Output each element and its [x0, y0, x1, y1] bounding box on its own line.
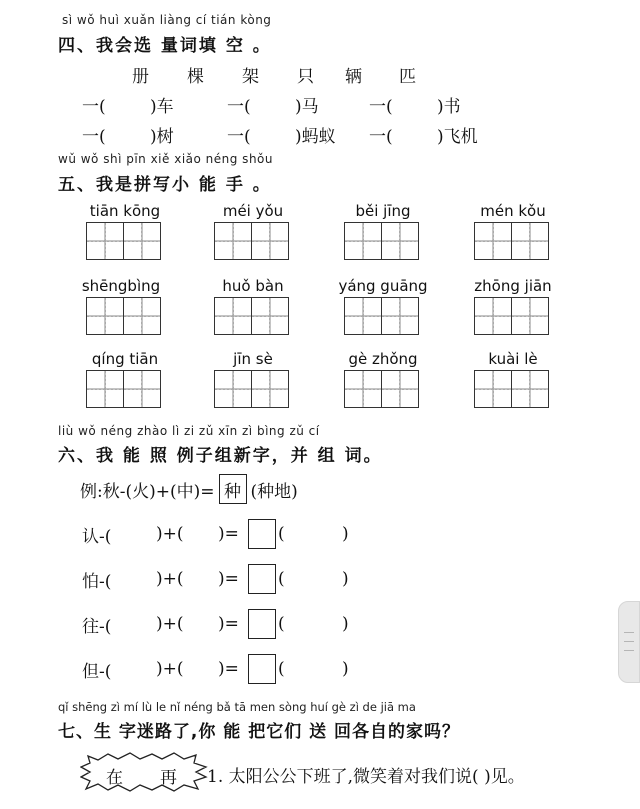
- pinyin-word: tiān kōng: [89, 202, 161, 220]
- pinyin-word: yáng guāng: [338, 277, 428, 295]
- section7-heading: 七、生 字迷路了,你 能 把它们 送 回各自的家吗？: [58, 722, 461, 742]
- tianzige-cell[interactable]: [511, 297, 549, 335]
- measure-word: 辆: [345, 67, 362, 87]
- tianzige-cell[interactable]: [381, 370, 419, 408]
- section5-pinyin: wǔ wǒ shì pīn xiě xiǎo néng shǒu: [58, 152, 273, 166]
- measure-word: 册: [132, 67, 149, 87]
- blank-suffix: )车: [150, 97, 174, 117]
- compose-row: [82, 654, 349, 684]
- tianzige-pair[interactable]: [474, 370, 549, 408]
- example-prefix: 例:秋-(火)+(中)=: [80, 481, 215, 502]
- example-row: [80, 474, 298, 504]
- compose-char: 但-(: [82, 661, 112, 682]
- tianzige-pair[interactable]: [344, 297, 419, 335]
- pinyin-word: méi yǒu: [222, 202, 284, 220]
- compose-plus: )+(: [156, 614, 184, 634]
- compose-eq: )=: [218, 659, 239, 679]
- burst-shape: [80, 752, 208, 792]
- tianzige-cell[interactable]: [86, 297, 124, 335]
- tianzige-cell[interactable]: [474, 297, 512, 335]
- tianzige-pair[interactable]: [214, 222, 289, 260]
- compose-eq: )=: [218, 569, 239, 589]
- measure-word: 只: [297, 67, 314, 87]
- blank-prefix: 一(: [227, 97, 251, 117]
- word-close: ): [342, 524, 349, 544]
- tianzige-pair[interactable]: [474, 222, 549, 260]
- word-open: (: [278, 659, 285, 679]
- blank-prefix: 一(: [369, 127, 393, 147]
- pinyin-word: huǒ bàn: [222, 277, 284, 295]
- pinyin-word: shēngbìng: [81, 277, 161, 295]
- pinyin-word: mén kǒu: [480, 202, 546, 220]
- compose-plus: )+(: [156, 659, 184, 679]
- tianzige-cell[interactable]: [214, 222, 252, 260]
- tianzige-cell[interactable]: [251, 370, 289, 408]
- tianzige-cell[interactable]: [344, 297, 382, 335]
- word-open: (: [278, 569, 285, 589]
- compose-eq: )=: [218, 524, 239, 544]
- compose-char: 认-(: [82, 526, 112, 547]
- measure-row: [82, 122, 509, 147]
- pinyin-word: běi jīng: [355, 202, 411, 220]
- pinyin-word: qíng tiān: [91, 350, 159, 368]
- tianzige-cell[interactable]: [251, 222, 289, 260]
- example-suffix: (种地): [250, 481, 298, 502]
- compose-plus: )+(: [156, 524, 184, 544]
- tianzige-cell[interactable]: [251, 297, 289, 335]
- answer-box[interactable]: [248, 519, 276, 549]
- blank-prefix: 一(: [82, 97, 106, 117]
- word-close: ): [342, 659, 349, 679]
- tianzige-cell[interactable]: [511, 370, 549, 408]
- compose-row: [82, 609, 349, 639]
- question-1: 1. 太阳公公下班了,微笑着对我们说( )见。: [207, 767, 525, 787]
- blank-prefix: 一(: [82, 127, 106, 147]
- tianzige-cell[interactable]: [344, 222, 382, 260]
- tianzige-cell[interactable]: [123, 297, 161, 335]
- blank-suffix: )书: [437, 97, 461, 117]
- compose-row: [82, 564, 349, 594]
- section4-pinyin: sì wǒ huì xuǎn liàng cí tián kòng: [62, 13, 272, 27]
- tianzige-cell[interactable]: [344, 370, 382, 408]
- pinyin-word: gè zhǒng: [348, 350, 418, 368]
- measure-word: 棵: [187, 67, 204, 87]
- pinyin-word: zhōng jiān: [474, 277, 552, 295]
- tianzige-cell[interactable]: [474, 370, 512, 408]
- tianzige-pair[interactable]: [344, 370, 419, 408]
- compose-char: 怕-(: [82, 571, 112, 592]
- blank-prefix: 一(: [369, 97, 393, 117]
- tianzige-pair[interactable]: [86, 370, 161, 408]
- compose-plus: )+(: [156, 569, 184, 589]
- measure-word: 架: [242, 67, 259, 87]
- tianzige-cell[interactable]: [511, 222, 549, 260]
- blank-suffix: )树: [150, 127, 174, 147]
- word-burst: [80, 752, 208, 792]
- section6-pinyin: liù wǒ néng zhào lì zi zǔ xīn zì bìng zǔ cí: [58, 424, 320, 438]
- measure-row: [82, 92, 509, 117]
- scrollbar-thumb[interactable]: [618, 601, 640, 683]
- tianzige-pair[interactable]: [86, 222, 161, 260]
- tianzige-pair[interactable]: [86, 297, 161, 335]
- compose-eq: )=: [218, 614, 239, 634]
- tianzige-pair[interactable]: [474, 297, 549, 335]
- tianzige-cell[interactable]: [123, 222, 161, 260]
- tianzige-cell[interactable]: [86, 222, 124, 260]
- compose-row: [82, 519, 349, 549]
- measure-word: 匹: [399, 67, 416, 87]
- tianzige-pair[interactable]: [214, 370, 289, 408]
- blank-suffix: )飞机: [437, 127, 478, 147]
- word-open: (: [278, 614, 285, 634]
- blank-prefix: 一(: [227, 127, 251, 147]
- tianzige-cell[interactable]: [474, 222, 512, 260]
- section7-pinyin: qǐ shēng zì mí lù le nǐ néng bǎ tā men sòng huí gè zì de jiā ma: [58, 700, 416, 714]
- answer-box[interactable]: [248, 564, 276, 594]
- word-open: (: [278, 524, 285, 544]
- pinyin-word: jīn sè: [233, 350, 273, 368]
- tianzige-cell[interactable]: [214, 370, 252, 408]
- tianzige-pair[interactable]: [344, 222, 419, 260]
- word-close: ): [342, 569, 349, 589]
- example-answer-box: 种: [219, 474, 247, 504]
- blank-suffix: )蚂蚁: [295, 127, 336, 147]
- tianzige-cell[interactable]: [123, 370, 161, 408]
- burst-word-right: 再: [160, 768, 177, 788]
- tianzige-pair[interactable]: [214, 297, 289, 335]
- section4-heading: 四、我会选 量词填 空 。: [58, 36, 272, 56]
- answer-box[interactable]: [248, 654, 276, 684]
- blank-suffix: )马: [295, 97, 319, 117]
- tianzige-cell[interactable]: [381, 297, 419, 335]
- answer-box[interactable]: [248, 609, 276, 639]
- compose-char: 往-(: [82, 616, 112, 637]
- pinyin-word: kuài lè: [488, 350, 538, 368]
- section5-heading: 五、我是拼写小 能 手 。: [58, 175, 272, 195]
- word-close: ): [342, 614, 349, 634]
- section6-heading: 六、我 能 照 例子组新字，并 组 词。: [58, 446, 383, 466]
- tianzige-cell[interactable]: [214, 297, 252, 335]
- tianzige-cell[interactable]: [86, 370, 124, 408]
- tianzige-cell[interactable]: [381, 222, 419, 260]
- burst-word-left: 在: [106, 768, 123, 788]
